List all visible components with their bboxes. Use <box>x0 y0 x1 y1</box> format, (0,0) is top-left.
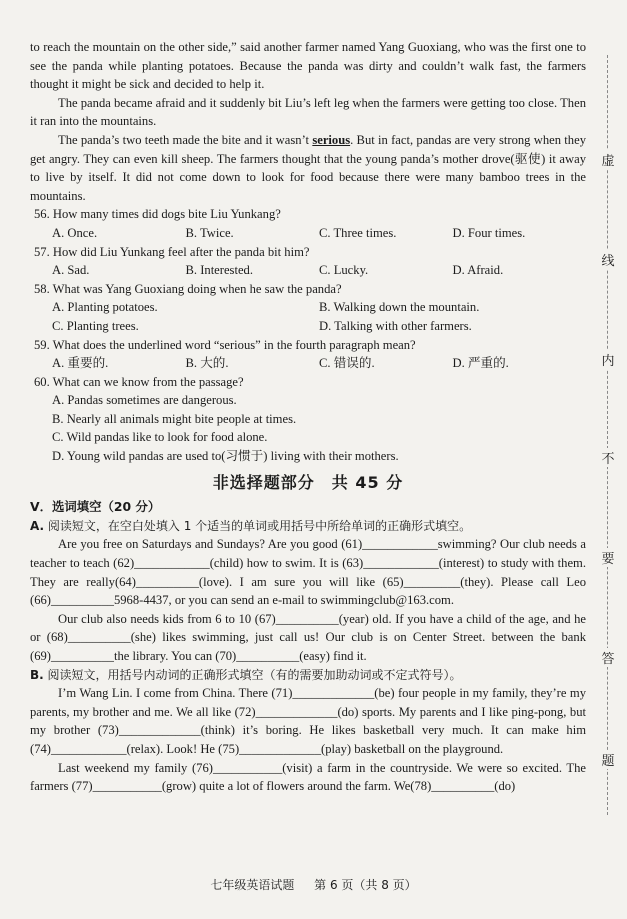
option-d[interactable]: D. 严重的. <box>452 356 509 371</box>
binding-dashed-line <box>607 55 608 815</box>
option-c[interactable]: C. 错误的. <box>319 356 375 371</box>
option-a[interactable]: A. Pandas sometimes are dangerous. <box>52 393 237 408</box>
option-c[interactable]: C. Wild pandas like to look for food alone. <box>52 430 268 445</box>
option-d[interactable]: D. Young wild pandas are used to(习惯于) living with their mothers. <box>52 449 399 464</box>
question-60-stem: 60. What can we know from the passage? <box>34 374 244 389</box>
option-c[interactable]: C. Planting trees. <box>52 318 139 333</box>
option-b[interactable]: B. Twice. <box>185 225 234 240</box>
option-a[interactable]: A. Once. <box>52 225 98 240</box>
passage-paragraph-1: to reach the mountain on the other side,” said another farmer named Yang Guoxiang, who was the first one to see the panda while planting potatoes. Because the panda was dirty and couldn’t walk fast, the farmers thought it might be sick and decided to help it. <box>30 40 586 92</box>
margin-char-3: 内 <box>599 350 617 369</box>
question-57-stem: 57. How did Liu Yunkang feel after the panda bit him? <box>34 244 310 259</box>
question-56-options <box>30 224 586 243</box>
question-59-options <box>30 354 586 373</box>
margin-char-7: 题 <box>599 750 617 769</box>
option-b[interactable]: B. 大的. <box>185 356 229 371</box>
option-b[interactable]: B. Nearly all animals might bite people at times. <box>52 411 297 426</box>
option-d[interactable]: D. Talking with other farmers. <box>319 318 472 333</box>
part-b-label: B. <box>30 667 44 682</box>
margin-char-1: 虚 <box>599 150 617 169</box>
p3-after: . But in fact, pandas are very strong when they get angry. They can even kill sheep. The farmers thought that the young panda’s mother drove(驱使) it away to live by itself. It did not come down to look for food because there were many bamboo trees in the mountains. <box>30 132 586 203</box>
option-a[interactable]: A. 重要的. <box>52 356 109 371</box>
margin-char-6: 答 <box>599 648 617 667</box>
p3-before: The panda’s two teeth made the bite and it wasn’t <box>58 132 313 147</box>
footer-subject: 七年级英语试题 <box>210 878 295 892</box>
part-b-text: 阅读短文，用括号内动词的正确形式填空（有的需要加助动词或不定式符号）。 <box>43 667 462 682</box>
cloze-a-paragraph-2: Our club also needs kids from 6 to 10 (67)__________(year) old. If you have a child of the age, and he or (68)__________(she) likes swimming, just call us! Our club is on Center Street. between the bank (69)__________the library. You can (70)__________(easy) find it. <box>30 611 586 663</box>
footer-page-number: 第 6 页（共 8 页） <box>314 878 417 892</box>
option-b[interactable]: B. Interested. <box>185 263 253 278</box>
option-d[interactable]: D. Afraid. <box>452 263 504 278</box>
page-content <box>30 38 586 796</box>
question-59-stem: 59. What does the underlined word “serious” in the fourth paragraph mean? <box>34 337 416 352</box>
cloze-b-paragraph-2: Last weekend my family (76)___________(visit) a farm in the countryside. We were so excited. The farmers (77)___________(grow) quite a lot of flowers around the farm. We(78)__________(do) <box>30 760 586 794</box>
part-a-instruction <box>30 517 586 536</box>
section-title: 非选择题部分 共 45 分 <box>212 472 404 492</box>
page-footer <box>0 876 627 893</box>
underlined-word: serious <box>312 132 351 147</box>
question-56-stem: 56. How many times did dogs bite Liu Yunkang? <box>34 207 281 222</box>
margin-char-4: 不 <box>599 448 617 467</box>
option-c[interactable]: C. Lucky. <box>319 263 369 278</box>
question-58-options-row-1 <box>30 298 586 317</box>
question-58-stem: 58. What was Yang Guoxiang doing when he saw the panda? <box>34 281 342 296</box>
cloze-a-paragraph-1: Are you free on Saturdays and Sundays? Are you good (61)____________swimming? Our club needs a teacher to teach (62)____________(child) how to swim. It is (63)____________(interest) to study with them. They are really(64)__________(love). I am sure you will like (65)_________(they). Please call Leo (66)__________5968-4437, or you can send an e-mail to swimmingclub@163.com. <box>30 537 586 608</box>
part-b-instruction <box>30 666 586 685</box>
cloze-b-paragraph-1: I’m Wang Lin. I come from China. There (71)_____________(be) four people in my family, they’re my parents, my brother and me. We all like (72)_____________(do) sports. My parents and I like ping-pong, but my brother (73)_____________(think) it’s boring. He likes basketball very much. It can make him (74)____________(relax). Look! He (75)_____________(play) basketball on the playground. <box>30 686 586 756</box>
part-a-label: A. <box>30 518 45 533</box>
margin-char-5: 要 <box>599 548 617 567</box>
question-57-options <box>30 261 586 280</box>
option-a[interactable]: A. Sad. <box>52 263 90 278</box>
passage-paragraph-3 <box>30 131 586 205</box>
option-a[interactable]: A. Planting potatoes. <box>52 300 158 315</box>
part-a-text: 阅读短文，在空白处填入 1 个适当的单词或用括号中所给单词的正确形式填空。 <box>44 518 472 533</box>
question-58-options-row-2 <box>30 317 586 336</box>
part-v-heading: V．选词填空（20 分） <box>30 499 161 515</box>
option-b[interactable]: B. Walking down the mountain. <box>319 300 480 315</box>
margin-char-2: 线 <box>599 250 617 269</box>
option-d[interactable]: D. Four times. <box>452 225 526 240</box>
passage-paragraph-2: The panda became afraid and it suddenly bit Liu’s left leg when the farmers were getting too close. Then it ran into the mountains. <box>30 95 586 129</box>
option-c[interactable]: C. Three times. <box>319 225 397 240</box>
